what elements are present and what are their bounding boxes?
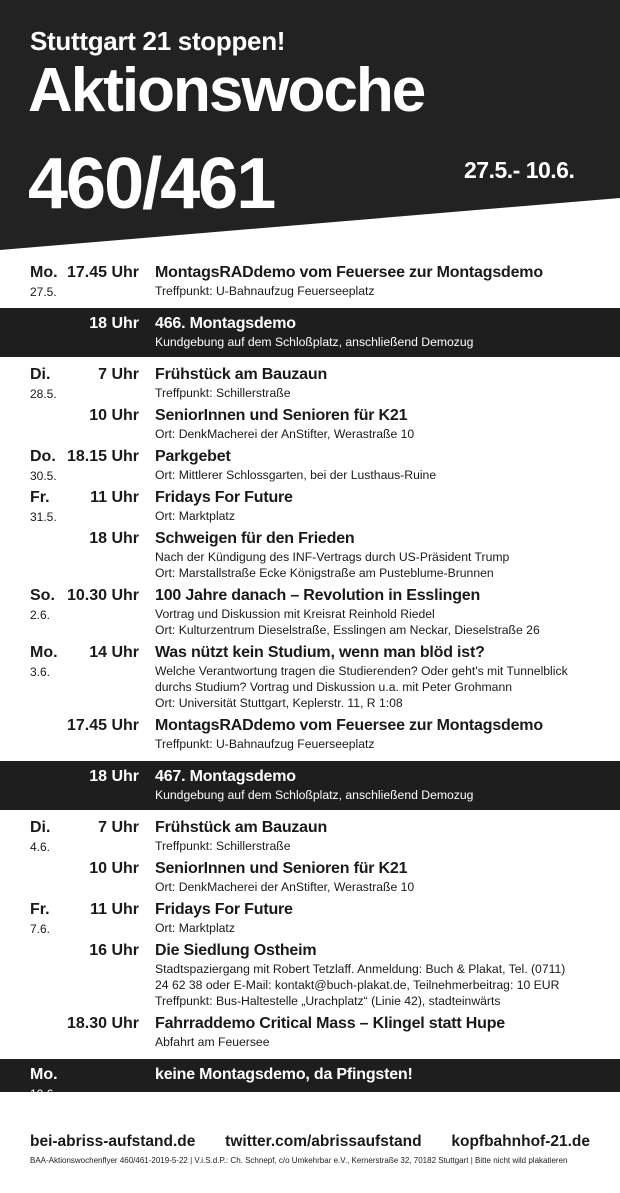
event-title: 100 Jahre danach – Revolution in Esslingen: [155, 587, 481, 604]
event-detail: Abfahrt am Feuersee: [155, 1035, 270, 1049]
event-title: MontagsRADdemo vom Feuersee zur Montagsdemo: [155, 264, 543, 281]
event-content: [155, 900, 600, 936]
footer-imprint: BAA-Aktionswochenflyer 460/461-2019-5-22 | V.i.S.d.P.: Ch. Schnepf, c/o Umkehrbar e.V., Kernerstraße 32, 70182 Stuttgart | Bitte nicht wild plakatieren: [30, 1156, 568, 1165]
event-date: 27.5.: [30, 285, 57, 299]
event-content: [155, 859, 600, 895]
event-detail: Ort: DenkMacherei der AnStifter, Werastraße 10: [155, 880, 415, 894]
event-title: 466. Montagsdemo: [155, 315, 296, 332]
event-day: Di.: [30, 819, 51, 836]
event-day: Di.: [30, 366, 51, 383]
footer-link[interactable]: kopfbahnhof-21.de: [451, 1133, 590, 1150]
event-entry: [0, 447, 620, 488]
event-content: [155, 941, 600, 1009]
event-content: [155, 767, 600, 803]
event-content: [155, 314, 600, 350]
event-detail: Treffpunkt: Schillerstraße: [155, 839, 291, 853]
event-entry: [0, 1014, 620, 1055]
event-day: Do.: [30, 448, 56, 465]
event-title: Frühstück am Bauzaun: [155, 366, 328, 383]
event-day: Mo.: [30, 1066, 58, 1083]
header-banner: [0, 0, 620, 252]
event-time: 10 Uhr: [89, 407, 139, 424]
event-detail: Welche Verantwortung tragen die Studierenden? Oder geht's mit Tunnelblick: [155, 664, 568, 678]
event-detail: Nach der Kündigung des INF-Vertrags durch US-Präsident Trump: [155, 550, 510, 564]
event-entry: [0, 900, 620, 941]
event-detail: Ort: Marstallstraße Ecke Königstraße am Pusteblume-Brunnen: [155, 566, 494, 580]
event-entry: [0, 818, 620, 859]
event-entry: [0, 716, 620, 757]
event-day: Mo.: [30, 264, 58, 281]
event-content: [155, 586, 600, 638]
event-time: 18.30 Uhr: [66, 1015, 139, 1032]
event-entry-highlight: [0, 761, 620, 810]
event-title: Fridays For Future: [155, 901, 293, 918]
event-list: [0, 263, 620, 1100]
footer-links: [30, 1133, 590, 1151]
event-date: 7.6.: [30, 922, 51, 936]
event-time: 11 Uhr: [90, 489, 139, 506]
event-entry: [0, 406, 620, 447]
event-detail: Ort: Mittlerer Schlossgarten, bei der Lusthaus-Ruine: [155, 468, 437, 482]
event-time: 18 Uhr: [89, 768, 139, 785]
event-title: SeniorInnen und Senioren für K21: [155, 407, 408, 424]
event-detail: durchs Studium? Vortrag und Diskussion u.a. mit Peter Grohmann: [155, 680, 512, 694]
event-content: [155, 818, 600, 854]
event-detail: 24 62 38 oder E-Mail: kontakt@buch-plakat.de, Teilnehmerbeitrag: 10 EUR: [155, 978, 560, 992]
event-detail: Ort: Marktplatz: [155, 921, 235, 935]
event-date: 28.5.: [30, 387, 57, 401]
event-entry: [0, 365, 620, 406]
event-time: 17.45 Uhr: [66, 264, 139, 281]
event-time: 7 Uhr: [98, 819, 139, 836]
event-time: 18 Uhr: [89, 315, 139, 332]
event-title: MontagsRADdemo vom Feuersee zur Montagsdemo: [155, 717, 543, 734]
event-day: Fr.: [30, 901, 50, 918]
event-day: Mo.: [30, 644, 58, 661]
event-entry: [0, 263, 620, 304]
header-number: 460/461: [28, 144, 275, 224]
event-title: Was nützt kein Studium, wenn man blöd ist?: [155, 644, 485, 661]
event-detail: Ort: Universität Stuttgart, Keplerstr. 11, R 1:08: [155, 696, 403, 710]
event-content: [155, 447, 600, 483]
event-content: [155, 1014, 600, 1050]
event-content: [155, 643, 600, 711]
event-date: 31.5.: [30, 510, 57, 524]
event-content: [155, 529, 600, 581]
event-content: [155, 488, 600, 524]
footer-link[interactable]: bei-abriss-aufstand.de: [30, 1133, 196, 1150]
event-day: So.: [30, 587, 55, 604]
event-entry: [0, 529, 620, 586]
event-detail: Vortrag und Diskussion mit Kreisrat Reinhold Riedel: [155, 607, 435, 621]
footer-link[interactable]: twitter.com/abrissaufstand: [225, 1133, 422, 1150]
event-title: Frühstück am Bauzaun: [155, 819, 328, 836]
event-time: 18 Uhr: [89, 530, 139, 547]
event-date: 30.5.: [30, 469, 57, 483]
event-detail: Kundgebung auf dem Schloßplatz, anschließend Demozug: [155, 335, 474, 349]
event-title: 467. Montagsdemo: [155, 768, 296, 785]
event-content: [155, 1065, 600, 1085]
event-time: 10 Uhr: [89, 860, 139, 877]
event-content: [155, 365, 600, 401]
header-subtitle: Stuttgart 21 stoppen!: [30, 26, 286, 56]
header-title: Aktionswoche: [28, 56, 425, 125]
event-date: 4.6.: [30, 840, 51, 854]
event-detail: Kundgebung auf dem Schloßplatz, anschließend Demozug: [155, 788, 474, 802]
event-content: [155, 716, 600, 752]
event-entry: [0, 941, 620, 1014]
event-detail: Treffpunkt: Schillerstraße: [155, 386, 291, 400]
event-detail: Ort: Kulturzentrum Dieselstraße, Esslingen am Neckar, Dieselstraße 26: [155, 623, 540, 637]
event-title: Fridays For Future: [155, 489, 293, 506]
event-content: [155, 263, 600, 299]
event-date: 2.6.: [30, 608, 51, 622]
event-entry-highlight: [0, 1059, 620, 1101]
event-detail: Treffpunkt: Bus-Haltestelle „Urachplatz“ (Linie 42), stadteinwärts: [155, 994, 501, 1008]
event-entry-highlight: [0, 308, 620, 357]
event-detail: Treffpunkt: U-Bahnaufzug Feuerseeplatz: [155, 737, 375, 751]
event-date: 10.6.: [30, 1087, 57, 1101]
event-title: SeniorInnen und Senioren für K21: [155, 860, 408, 877]
event-time: 10.30 Uhr: [66, 587, 139, 604]
header-dates: 27.5.- 10.6.: [464, 157, 575, 183]
event-title: Schweigen für den Frieden: [155, 530, 355, 547]
event-time: 7 Uhr: [98, 366, 139, 383]
event-time: 16 Uhr: [89, 942, 139, 959]
event-time: 18.15 Uhr: [66, 448, 139, 465]
event-entry: [0, 488, 620, 529]
event-entry: [0, 586, 620, 643]
event-title: Fahrraddemo Critical Mass – Klingel statt Hupe: [155, 1015, 505, 1032]
event-title: Parkgebet: [155, 448, 231, 465]
event-title: keine Montagsdemo, da Pfingsten!: [155, 1066, 413, 1083]
event-detail: Ort: Marktplatz: [155, 509, 235, 523]
event-content: [155, 406, 600, 442]
event-title: Die Siedlung Ostheim: [155, 942, 317, 959]
event-time: 17.45 Uhr: [66, 717, 139, 734]
event-detail: Treffpunkt: U-Bahnaufzug Feuerseeplatz: [155, 284, 375, 298]
event-detail: Ort: DenkMacherei der AnStifter, Werastraße 10: [155, 427, 415, 441]
event-entry: [0, 859, 620, 900]
event-day: Fr.: [30, 489, 50, 506]
event-time: 14 Uhr: [89, 644, 139, 661]
event-detail: Stadtspaziergang mit Robert Tetzlaff. Anmeldung: Buch & Plakat, Tel. (0711): [155, 962, 566, 976]
event-date: 3.6.: [30, 665, 51, 679]
event-entry: [0, 643, 620, 716]
event-time: 11 Uhr: [90, 901, 139, 918]
